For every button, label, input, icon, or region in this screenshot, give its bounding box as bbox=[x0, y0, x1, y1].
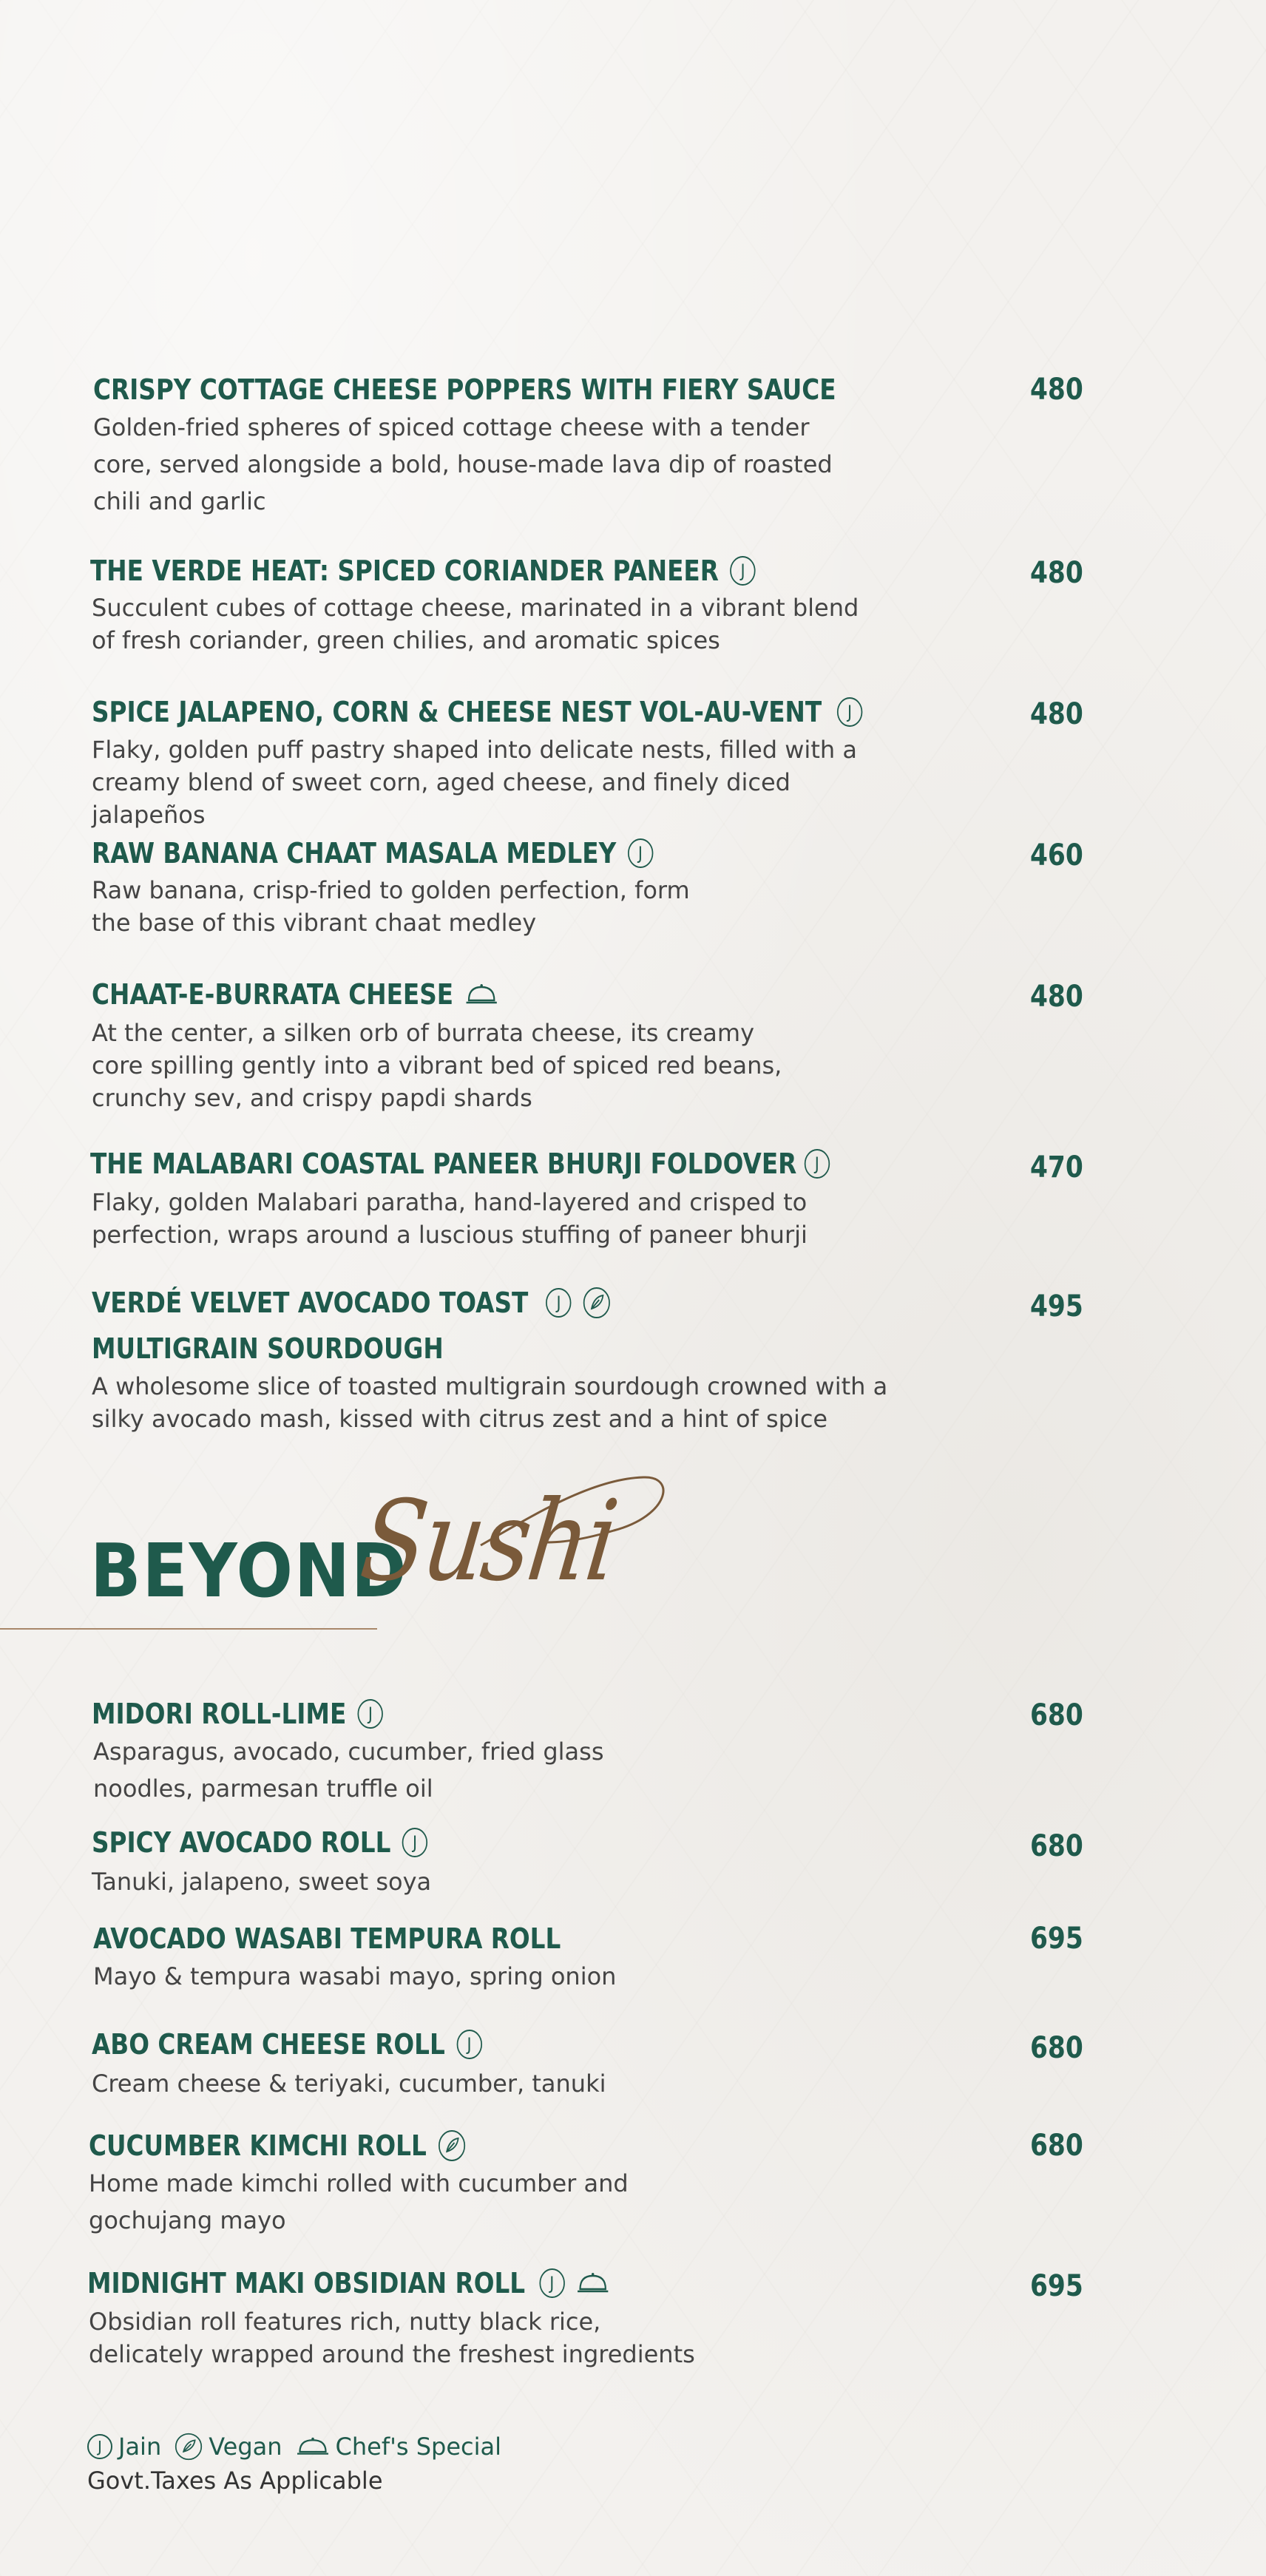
item-description: Home made kimchi rolled with cucumber and gochujang mayo bbox=[89, 2169, 629, 2234]
cloche-icon bbox=[465, 983, 498, 1006]
jain-icon: J bbox=[730, 556, 755, 586]
item-description: Cream cheese & teriyaki, cucumber, tanuki bbox=[92, 2070, 606, 2098]
cloche-icon bbox=[576, 2271, 609, 2295]
item-description: Obsidian roll features rich, nutty black rice, delicately wrapped around the freshest ingredients bbox=[89, 2308, 695, 2368]
jain-icon: J bbox=[402, 1828, 427, 1857]
item-name: SPICE JALAPENO, CORN & CHEESE NEST VOL-AU-VENT J bbox=[92, 696, 862, 728]
item-description: Asparagus, avocado, cucumber, fried glass noodles, parmesan truffle oil bbox=[93, 1738, 604, 1803]
jain-icon: J bbox=[837, 697, 862, 727]
item-name: SPICY AVOCADO ROLL J bbox=[92, 1826, 427, 1859]
item-description: Flaky, golden Malabari paratha, hand-layered and crisped to perfection, wraps around a luscious stuffing of paneer bhurji bbox=[92, 1188, 808, 1249]
item-price: 470 bbox=[1030, 1150, 1083, 1184]
cloche-icon bbox=[296, 2436, 330, 2457]
item-price: 680 bbox=[1030, 1829, 1083, 1863]
item-name: VERDÉ VELVET AVOCADO TOAST J bbox=[92, 1287, 611, 1319]
vegan-icon bbox=[175, 2433, 203, 2461]
jain-icon: J bbox=[805, 1149, 830, 1179]
script-swash-decoration bbox=[473, 1471, 673, 1560]
item-name: ABO CREAM CHEESE ROLL J bbox=[92, 2028, 482, 2061]
item-description: Succulent cubes of cottage cheese, marinated in a vibrant blend of fresh coriander, green chilies, and aromatic spices bbox=[92, 594, 859, 654]
vegan-icon bbox=[438, 2129, 466, 2162]
item-name: CHAAT-E-BURRATA CHEESE bbox=[92, 978, 498, 1011]
item-name: MIDNIGHT MAKI OBSIDIAN ROLL J bbox=[87, 2267, 609, 2299]
legend-chef-label: Chef's Special bbox=[335, 2433, 502, 2461]
jain-icon: J bbox=[539, 2268, 564, 2298]
section-title-script: Sushi bbox=[354, 1477, 623, 1606]
item-description: Flaky, golden puff pastry shaped into delicate nests, filled with a creamy blend of sweet corn, aged cheese, and finely diced jalapeños bbox=[92, 736, 857, 829]
item-description: Raw banana, crisp-fried to golden perfection, form the base of this vibrant chaat medley bbox=[92, 876, 690, 937]
jain-icon: J bbox=[358, 1699, 383, 1729]
item-description: At the center, a silken orb of burrata cheese, its creamy core spilling gently into a vibrant bed of spiced red beans, crunchy sev, and crispy papdi shards bbox=[92, 1019, 782, 1112]
section-title-bold: BEYOND bbox=[90, 1528, 408, 1614]
taxes-note: Govt.Taxes As Applicable bbox=[87, 2467, 383, 2495]
item-price: 695 bbox=[1030, 1922, 1083, 1956]
item-price: 480 bbox=[1030, 556, 1083, 590]
section-divider bbox=[0, 1628, 377, 1630]
item-price: 480 bbox=[1030, 980, 1083, 1014]
item-description: A wholesome slice of toasted multigrain sourdough crowned with a silky avocado mash, kissed with citrus zest and a hint of spice bbox=[92, 1372, 888, 1433]
legend-jain-label: Jain bbox=[118, 2433, 162, 2461]
item-name: THE VERDE HEAT: SPICED CORIANDER PANEER J bbox=[90, 555, 756, 587]
item-price: 680 bbox=[1030, 1698, 1083, 1732]
item-name-line2: MULTIGRAIN SOURDOUGH bbox=[92, 1332, 444, 1365]
item-name: MIDORI ROLL-LIME J bbox=[92, 1698, 383, 1730]
item-description: Tanuki, jalapeno, sweet soya bbox=[92, 1868, 432, 1896]
jain-icon: J bbox=[628, 838, 653, 868]
item-price: 495 bbox=[1030, 1289, 1083, 1323]
item-description: Mayo & tempura wasabi mayo, spring onion bbox=[93, 1962, 617, 1990]
jain-icon: J bbox=[87, 2434, 112, 2459]
jain-icon: J bbox=[546, 1288, 571, 1318]
item-price: 480 bbox=[1030, 373, 1083, 407]
item-name: CRISPY COTTAGE CHEESE POPPERS WITH FIERY SAUCE bbox=[93, 373, 836, 406]
item-price: 695 bbox=[1030, 2269, 1083, 2303]
item-name: THE MALABARI COASTAL PANEER BHURJI FOLDOVER J bbox=[90, 1148, 830, 1180]
legend-vegan-label: Vegan bbox=[209, 2433, 282, 2461]
item-description: Golden-fried spheres of spiced cottage cheese with a tender core, served alongside a bold, house-made lava dip of roasted chili and garlic bbox=[93, 413, 833, 515]
item-price: 680 bbox=[1030, 2031, 1083, 2065]
item-name: CUCUMBER KIMCHI ROLL bbox=[89, 2129, 466, 2162]
item-name: RAW BANANA CHAAT MASALA MEDLEY J bbox=[92, 837, 653, 870]
item-price: 680 bbox=[1030, 2129, 1083, 2163]
vegan-icon bbox=[583, 1287, 611, 1319]
jain-icon: J bbox=[456, 2030, 481, 2059]
item-price: 480 bbox=[1030, 697, 1083, 731]
item-name: AVOCADO WASABI TEMPURA ROLL bbox=[93, 1922, 561, 1955]
icon-legend bbox=[87, 2433, 509, 2461]
item-price: 460 bbox=[1030, 838, 1083, 872]
